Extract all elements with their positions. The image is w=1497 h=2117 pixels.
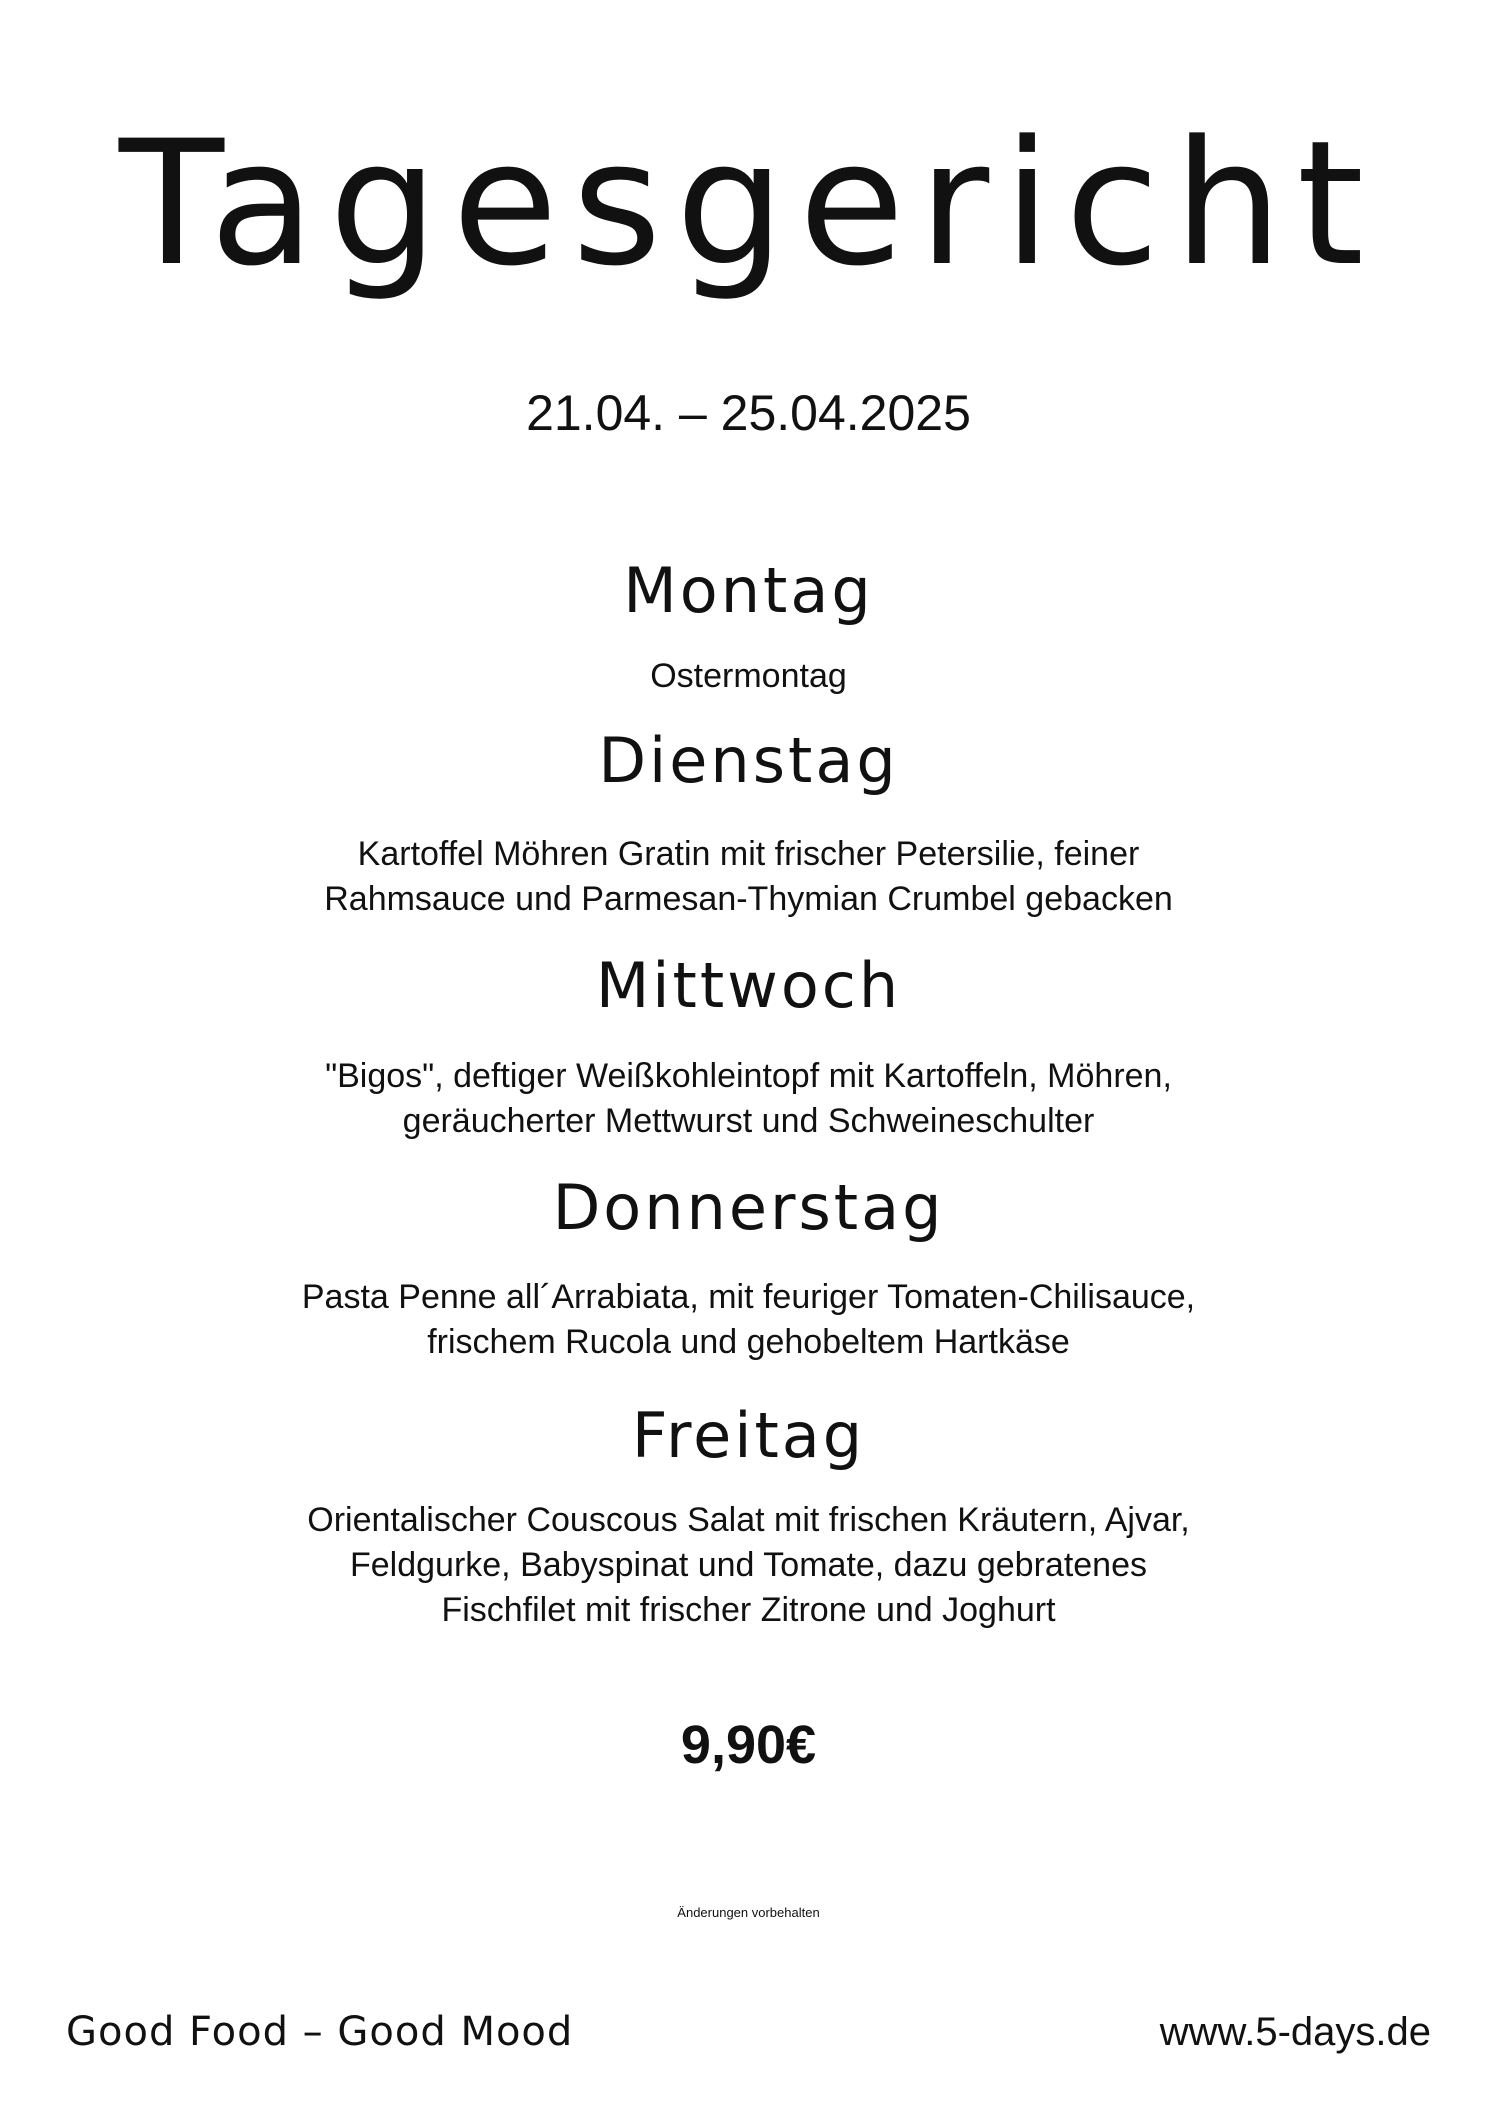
page-title: Tagesgericht: [118, 103, 1379, 304]
day-description-freitag: [0, 1498, 1497, 1633]
description-line: geräucherter Mettwurst und Schweineschulter: [402, 1102, 1095, 1140]
description-line: Kartoffel Möhren Gratin mit frischer Petersilie, feiner: [357, 835, 1140, 873]
footer-slogan: Good Food – Good Mood: [66, 2009, 574, 2055]
description-line: Pasta Penne all´Arrabiata, mit feuriger Tomaten-Chilisauce,: [301, 1278, 1196, 1316]
description-line: "Bigos", deftiger Weißkohleintopf mit Kartoffeln, Möhren,: [325, 1057, 1172, 1095]
day-heading-montag: Montag: [623, 554, 874, 627]
description-line: Ostermontag: [650, 657, 847, 695]
day-description-mittwoch: [0, 1054, 1497, 1144]
day-heading-donnerstag: Donnerstag: [552, 1171, 945, 1244]
footer-website: www.5-days.de: [1159, 2010, 1431, 2054]
disclaimer: Änderungen vorbehalten: [677, 1905, 820, 1920]
description-line: Rahmsauce und Parmesan-Thymian Crumbel gebacken: [324, 880, 1173, 918]
price: 9,90€: [680, 1715, 817, 1775]
description-line: frischem Rucola und gehobeltem Hartkäse: [427, 1323, 1070, 1361]
day-heading-freitag: Freitag: [631, 1399, 866, 1472]
day-description-montag: [0, 654, 1497, 699]
day-description-donnerstag: [0, 1275, 1497, 1365]
date-range: 21.04. – 25.04.2025: [526, 385, 971, 441]
description-line: Feldgurke, Babyspinat und Tomate, dazu gebratenes: [349, 1546, 1147, 1584]
day-heading-mittwoch: Mittwoch: [595, 949, 902, 1022]
day-heading-dienstag: Dienstag: [598, 724, 899, 797]
day-description-dienstag: [0, 832, 1497, 922]
description-line: Fischfilet mit frischer Zitrone und Joghurt: [441, 1591, 1056, 1629]
description-line: Orientalischer Couscous Salat mit frischen Kräutern, Ajvar,: [307, 1501, 1190, 1539]
